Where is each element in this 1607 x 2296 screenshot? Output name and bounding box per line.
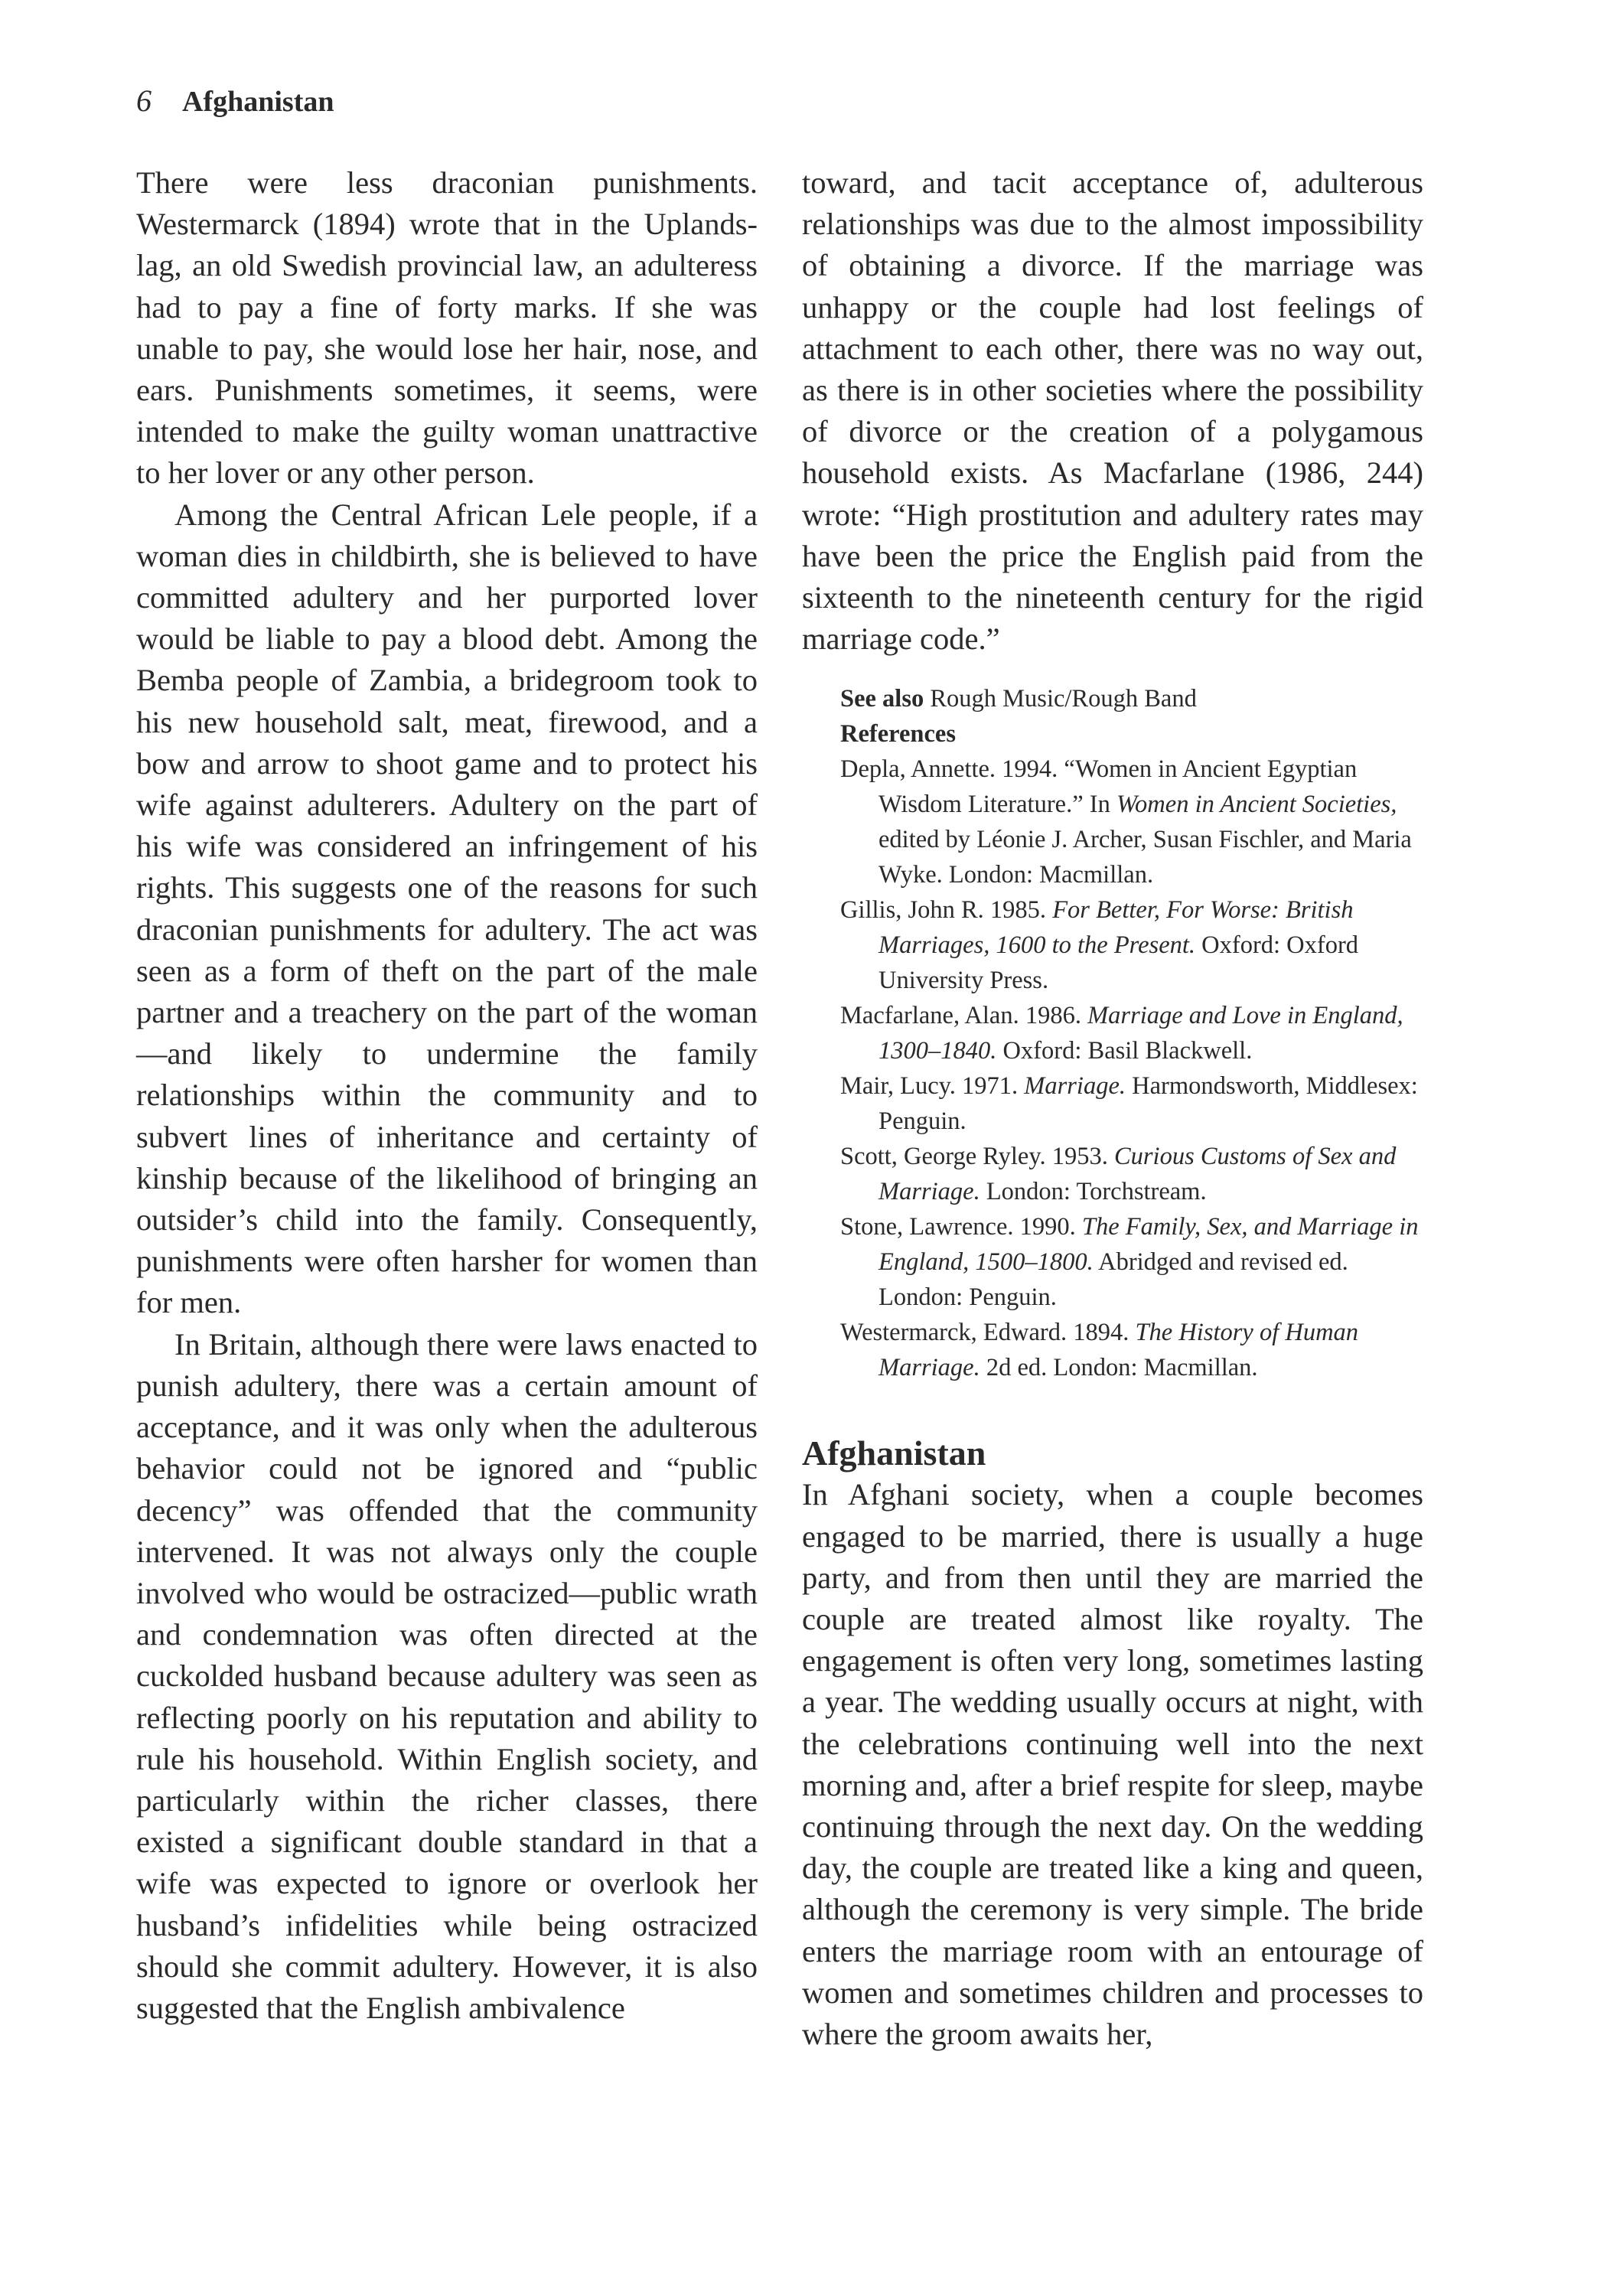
continuation-paragraph: toward, and tacit acceptance of, adulterous relationships was due to the almost impossibility of obtaining a divorce. If the marriage was unhappy or the couple had lost feelings of attachment to each other, there was no way out, as there is in other societies where the possibility of divorce or the creation of a polygamous household exists. As Macfarlane (1986, 244) wrote: “High prostitution and adultery rates may have been the price the English paid from the sixteenth to the nineteenth century for the rigid marriage code.” [802,165,1423,657]
see-also-link[interactable]: Rough Music/Rough Band [930,685,1197,713]
see-also-line [840,681,1423,716]
reference-text: Gillis, John R. 1985. [840,896,1053,925]
references-section [802,681,1423,1385]
reference-text: Harmondsworth, Middlesex: Penguin. [878,1072,1418,1136]
page-number: 6 [136,83,152,118]
reference-text: 2d ed. London: Macmillan. [980,1354,1258,1382]
reference-title: Curious Customs of Sex and Marriage. [878,1143,1397,1206]
reference-title: Marriage and Love in England, 1300–1840. [878,1002,1403,1065]
reference-text: Westermarck, Edward. 1894. [840,1319,1136,1347]
right-column [802,162,1423,2055]
left-column [136,162,758,2029]
references-heading: References [840,720,956,748]
left-paragraph-1: There were less draconian punishments. Westermarck (1894) wrote that in the Uplands-lag, an old Swedish provincial law, an adulteress had to pay a fine of forty marks. If she was unable to pay, she would lose her hair, nose, and ears. Punishments sometimes, it seems, were intended to make the guilty woman unattractive to her lover or any other person. [136,165,758,491]
left-paragraph-2: Among the Central African Lele people, if a woman dies in childbirth, she is believed to have committed adultery and her purported lover would be liable to pay a blood debt. Among the Bemba people of Zambia, a bridegroom took to his new household salt, meat, firewood, and a bow and arrow to shoot game and to protect his wife against adulterers. Adultery on the part of his wife was considered an infringement of his rights. This suggests one of the reasons for such draconian punishments for adultery. The act was seen as a form of theft on the part of the male partner and a treachery on the part of the woman—and likely to undermine the family relationships within the community and to subvert lines of inheritance and certainty of kinship because of the likelihood of bringing an outsider’s child into the family. Consequently, punishments were often harsher for women than for men. [136,497,758,1320]
entry-paragraph: In Afghani society, when a couple becomes engaged to be married, there is usually a huge party, and from then until they are married the couple are treated almost like royalty. The engagement is often very long, sometimes lasting a year. The wedding usually occurs at night, with the celebrations continuing well into the next morning and, after a brief respite for sleep, maybe continuing through the next day. On the wedding day, the couple are treated like a king and queen, although the ceremony is very simple. The bride enters the marriage room with an entourage of women and sometimes children and processes to where the groom awaits her, [802,1477,1423,2052]
reference-item [840,1068,1423,1139]
entry-heading: Afghanistan [802,1433,986,1473]
reference-title: The Family, Sex, and Marriage in England, 1500–1800. [878,1213,1419,1277]
running-head [136,83,334,119]
reference-item [840,892,1423,998]
running-title: Afghanistan [182,86,334,118]
reference-title: For Better, For Worse: British Marriages, 1600 to the Present. [878,896,1354,960]
reference-text: Abridged and revised ed. London: Penguin. [878,1248,1348,1312]
reference-text: Macfarlane, Alan. 1986. [840,1002,1088,1030]
reference-item [840,998,1423,1068]
reference-item [840,1315,1423,1385]
reference-text: Oxford: Oxford University Press. [878,931,1359,995]
reference-title: The History of Human Marriage. [878,1319,1359,1382]
reference-text: Mair, Lucy. 1971. [840,1072,1025,1101]
reference-text: Depla, Annette. 1994. “Women in Ancient Egyptian Wisdom Literature.” In [840,755,1358,819]
reference-text: edited by Léonie J. Archer, Susan Fischler, and Maria Wyke. London: Macmillan. [878,826,1412,889]
reference-text: Oxford: Basil Blackwell. [996,1037,1253,1065]
reference-item [840,1209,1423,1315]
reference-item [840,1139,1423,1209]
reference-text: Stone, Lawrence. 1990. [840,1213,1082,1241]
reference-text: Scott, George Ryley. 1953. [840,1143,1114,1171]
see-also-label: See also [840,685,924,713]
reference-item [840,752,1423,892]
reference-text: London: Torchstream. [980,1178,1207,1206]
left-paragraph-3: In Britain, although there were laws enacted to punish adultery, there was a certain amount of acceptance, and it was only when the adulterous behavior could not be ignored and “public decency” was offended that the community intervened. It was not always only the couple involved who would be ostracized—public wrath and condemnation was often directed at the cuckolded husband because adultery was seen as reflecting poorly on his reputation and ability to rule his household. Within English society, and particularly within the richer classes, there existed a significant double standard in that a wife was expected to ignore or overlook her husband’s infidelities while being ostracized should she commit adultery. However, it is also suggested that the English ambivalence [136,1326,758,2025]
reference-title: Marriage. [1024,1072,1126,1101]
reference-title: Women in Ancient Societies, [1116,791,1397,819]
